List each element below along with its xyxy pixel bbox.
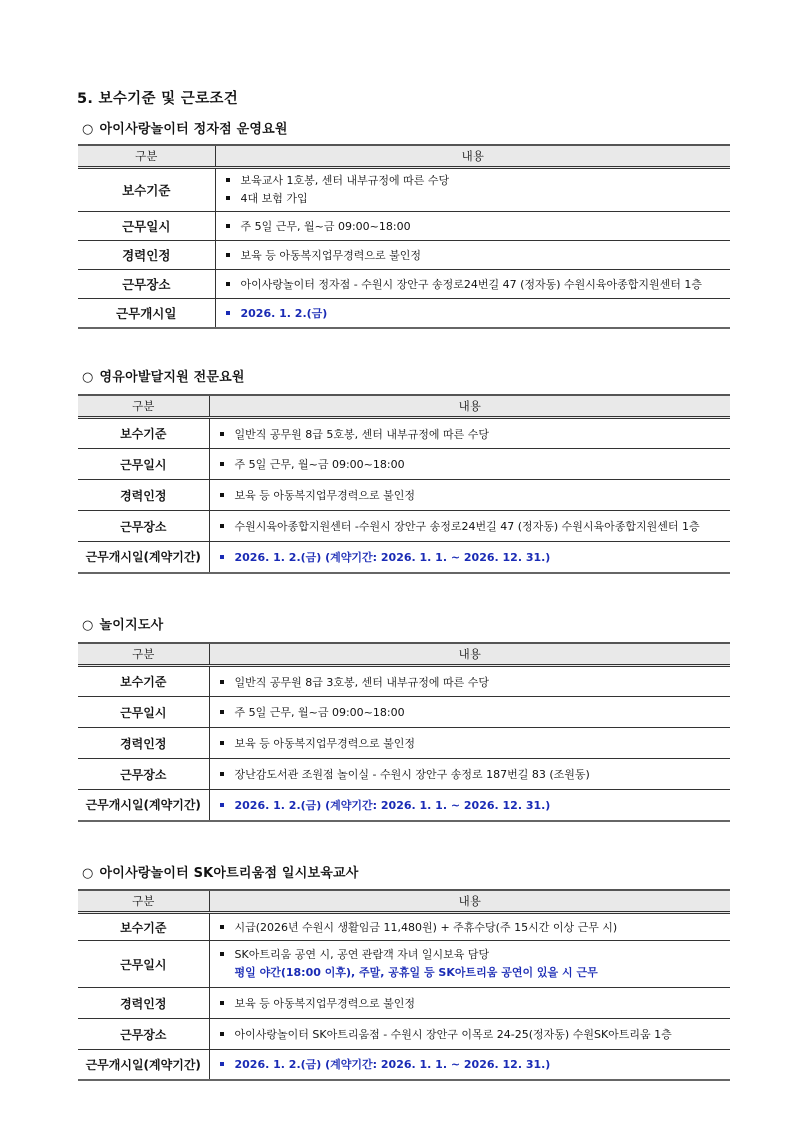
- row-content: [209, 759, 730, 790]
- column-header-content: 내용: [209, 890, 730, 913]
- table-row: [78, 666, 730, 697]
- section-title-sk-atrium-teacher: [82, 862, 358, 881]
- start-date-text: 2026. 1. 2.(금) (계약기간: 2026. 1. 1. ~ 2026. 12. 31.): [234, 1058, 551, 1072]
- circle-bullet-icon: ○: [82, 370, 94, 385]
- square-bullet-icon: [220, 710, 224, 714]
- section-title-text: 놀이지도사: [99, 618, 164, 633]
- table-row: [78, 449, 730, 480]
- row-content: [209, 913, 730, 941]
- row-label: 경력인정: [78, 241, 215, 270]
- section-title-playground-jeongja: [82, 118, 288, 137]
- row-label: 근무일시: [78, 697, 209, 728]
- square-bullet-icon: [220, 741, 224, 745]
- table-header-row: [78, 395, 730, 418]
- schedule-note-text: 평일 야간(18:00 이후), 주말, 공휴일 등 SK아트리움 공연이 있을 시 근무: [234, 966, 598, 979]
- content-text: SK아트리움 공연 시, 공연 관람객 자녀 일시보육 담당: [234, 948, 490, 961]
- row-label: 근무장소: [78, 759, 209, 790]
- square-bullet-icon: [226, 196, 230, 200]
- start-date-text: 2026. 1. 2.(금): [240, 306, 328, 320]
- column-header-content: 내용: [209, 643, 730, 666]
- table-row: [78, 168, 730, 212]
- row-label: 보수기준: [78, 418, 209, 449]
- column-header-content: 내용: [215, 145, 730, 168]
- row-label: 근무장소: [78, 270, 215, 299]
- table-row: [78, 697, 730, 728]
- row-content: [209, 1019, 730, 1050]
- content-text: 아이사랑놀이터 정자점 - 수원시 장안구 송정로24번길 47 (정자동) 수원시육아종합지원센터 1층: [240, 278, 703, 291]
- table-row: [78, 241, 730, 270]
- square-bullet-icon: [220, 680, 224, 684]
- conditions-table-development-specialist: [78, 394, 730, 574]
- square-bullet-icon: [226, 282, 230, 286]
- row-label: 근무일시: [78, 212, 215, 241]
- square-bullet-icon: [226, 224, 230, 228]
- row-content: [215, 212, 730, 241]
- row-content: [209, 941, 730, 988]
- row-content: [209, 666, 730, 697]
- row-content: [215, 299, 730, 328]
- table-header-row: [78, 643, 730, 666]
- start-date-text: 2026. 1. 2.(금) (계약기간: 2026. 1. 1. ~ 2026. 12. 31.): [234, 550, 551, 564]
- square-bullet-icon: [226, 253, 230, 257]
- document-title: 5. 보수기준 및 근로조건: [77, 91, 239, 107]
- section-title-text: 영유아발달지원 전문요원: [99, 370, 245, 385]
- square-bullet-icon: [220, 555, 224, 559]
- row-label: 근무장소: [78, 1019, 209, 1050]
- content-text: 주 5일 근무, 월~금 09:00~18:00: [240, 220, 411, 233]
- square-bullet-icon: [220, 772, 224, 776]
- table-row: [78, 1019, 730, 1050]
- column-header-category: 구분: [78, 890, 209, 913]
- row-label: 경력인정: [78, 728, 209, 759]
- table-header-row: [78, 145, 730, 168]
- column-header-category: 구분: [78, 643, 209, 666]
- table-row: [78, 790, 730, 821]
- square-bullet-icon: [220, 432, 224, 436]
- content-text: 아이사랑놀이터 SK아트리움점 - 수원시 장안구 이목로 24-25(정자동) 수원SK아트리움 1층: [234, 1028, 672, 1041]
- circle-bullet-icon: ○: [82, 866, 94, 881]
- table-header-row: [78, 890, 730, 913]
- start-date-text: 2026. 1. 2.(금) (계약기간: 2026. 1. 1. ~ 2026. 12. 31.): [234, 798, 551, 812]
- content-text: 보육 등 아동복지업무경력으로 불인정: [234, 489, 416, 502]
- square-bullet-icon: [220, 803, 224, 807]
- row-label: 근무개시일(계약기간): [78, 1050, 209, 1080]
- row-content: [209, 480, 730, 511]
- row-content: [215, 168, 730, 212]
- content-text: 일반직 공무원 8급 3호봉, 센터 내부규정에 따른 수당: [234, 675, 489, 689]
- square-bullet-icon: [220, 1062, 224, 1066]
- row-label: 근무일시: [78, 449, 209, 480]
- row-label: 근무장소: [78, 511, 209, 542]
- content-text: 보육 등 아동복지업무경력으로 불인정: [234, 737, 416, 750]
- row-content: [215, 270, 730, 299]
- table-row: [78, 728, 730, 759]
- table-row: [78, 511, 730, 542]
- row-content: [209, 988, 730, 1019]
- row-content: [209, 449, 730, 480]
- row-content: [209, 697, 730, 728]
- table-row: [78, 1050, 730, 1080]
- square-bullet-icon: [226, 178, 230, 182]
- section-title-play-instructor: [82, 614, 163, 633]
- row-label: 근무일시: [78, 941, 209, 988]
- row-label: 근무개시일(계약기간): [78, 790, 209, 821]
- row-label: 경력인정: [78, 480, 209, 511]
- row-content: [209, 790, 730, 821]
- column-header-content: 내용: [209, 395, 730, 418]
- row-label: 보수기준: [78, 168, 215, 212]
- row-label: 보수기준: [78, 913, 209, 941]
- row-content: [215, 241, 730, 270]
- circle-bullet-icon: ○: [82, 618, 94, 633]
- table-row: [78, 480, 730, 511]
- table-row: [78, 941, 730, 988]
- column-header-category: 구분: [78, 145, 215, 168]
- row-content: [209, 542, 730, 573]
- square-bullet-icon: [220, 462, 224, 466]
- row-content: [209, 418, 730, 449]
- section-title-development-specialist: [82, 366, 245, 385]
- conditions-table-sk-atrium-teacher: [78, 889, 730, 1081]
- section-title-text: 아이사랑놀이터 정자점 운영요원: [99, 122, 288, 137]
- table-row: [78, 759, 730, 790]
- content-text: 일반직 공무원 8급 5호봉, 센터 내부규정에 따른 수당: [234, 427, 489, 441]
- row-label: 경력인정: [78, 988, 209, 1019]
- square-bullet-icon: [220, 925, 224, 929]
- square-bullet-icon: [220, 952, 224, 956]
- row-content: [209, 728, 730, 759]
- content-text: 장난감도서관 조원점 놀이실 - 수원시 장안구 송정로 187번길 83 (조원동): [234, 768, 590, 781]
- square-bullet-icon: [220, 493, 224, 497]
- content-text: 시급(2026년 수원시 생활임금 11,480원) + 주휴수당(주 15시간 이상 근무 시): [234, 921, 618, 934]
- content-text: 주 5일 근무, 월~금 09:00~18:00: [234, 706, 405, 719]
- table-row: [78, 542, 730, 573]
- row-content: [209, 1050, 730, 1080]
- row-label: 보수기준: [78, 666, 209, 697]
- content-text: 주 5일 근무, 월~금 09:00~18:00: [234, 458, 405, 471]
- table-row: [78, 418, 730, 449]
- square-bullet-icon: [220, 1001, 224, 1005]
- circle-bullet-icon: ○: [82, 122, 94, 137]
- row-label: 근무개시일(계약기간): [78, 542, 209, 573]
- table-row: [78, 270, 730, 299]
- content-text: 보육 등 아동복지업무경력으로 불인정: [234, 997, 416, 1010]
- row-label: 근무개시일: [78, 299, 215, 328]
- section-title-text: 아이사랑놀이터 SK아트리움점 일시보육교사: [99, 866, 359, 881]
- conditions-table-play-instructor: [78, 642, 730, 822]
- table-row: [78, 212, 730, 241]
- table-row: [78, 988, 730, 1019]
- row-content: [209, 511, 730, 542]
- table-row: [78, 913, 730, 941]
- content-text: 보육교사 1호봉, 센터 내부규정에 따른 수당: [240, 174, 450, 187]
- square-bullet-icon: [220, 1032, 224, 1036]
- conditions-table-playground-jeongja: [78, 144, 730, 329]
- square-bullet-icon: [226, 311, 230, 315]
- content-text: 4대 보험 가입: [240, 192, 308, 205]
- column-header-category: 구분: [78, 395, 209, 418]
- square-bullet-icon: [220, 524, 224, 528]
- content-text: 수원시육아종합지원센터 -수원시 장안구 송정로24번길 47 (정자동) 수원시육아종합지원센터 1층: [234, 520, 700, 533]
- content-text: 보육 등 아동복지업무경력으로 불인정: [240, 249, 422, 262]
- table-row: [78, 299, 730, 328]
